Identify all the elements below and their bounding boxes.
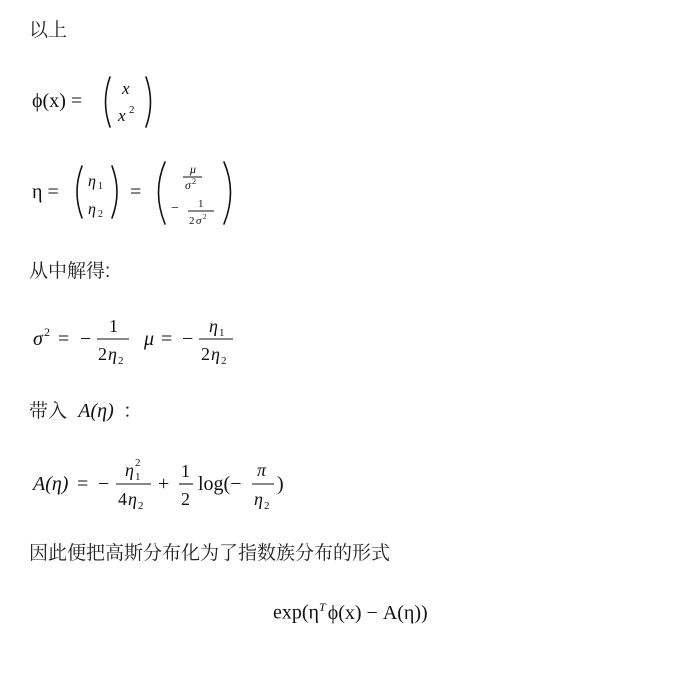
plus-sign: +: [158, 473, 170, 495]
param-right-paren: [224, 162, 231, 224]
phi-lhs-text: ϕ(x) =: [32, 90, 83, 112]
frac2-den-sub: 2: [221, 355, 227, 367]
half-denominator: 2: [181, 489, 190, 509]
param-left-paren: [159, 162, 166, 224]
substitute-suffix: ：: [123, 401, 143, 422]
eta2-sub: 2: [98, 209, 103, 220]
sigma-sup: 2: [203, 213, 207, 221]
one-numerator: 1: [198, 198, 204, 210]
equals-sign: =: [130, 181, 142, 203]
eta-left-paren: [77, 166, 82, 218]
equation-final: [273, 600, 428, 625]
frac2-num-sub: 1: [219, 327, 225, 339]
eta1-symbol: η: [88, 173, 96, 190]
substitute-A-eta: A(η): [78, 400, 114, 422]
two-coefficient: 2: [189, 215, 195, 227]
eta-right-paren: [112, 166, 117, 218]
final-exp: exp(η: [273, 601, 319, 624]
sigma-lhs: σ: [33, 328, 43, 350]
frac2-den-two: 2: [201, 344, 210, 364]
mu-lhs: μ: [144, 328, 155, 350]
frac2-num-eta: η: [209, 316, 218, 336]
sigma-denominator-sup: 2: [192, 177, 196, 186]
minus-3: −: [98, 473, 110, 495]
frac3-num-sup: 2: [135, 457, 141, 469]
frac1-den-sub: 2: [118, 355, 124, 367]
eq-sign-1: =: [58, 328, 70, 350]
equation-eta-lhs: [32, 181, 59, 204]
equation-solution: [30, 312, 250, 368]
frac3-den-four: 4: [118, 489, 127, 509]
frac3-num-eta: η: [125, 460, 134, 480]
mu-numerator: μ: [190, 162, 197, 176]
eta2-symbol: η: [88, 201, 96, 218]
right-paren: [146, 77, 151, 127]
eta1-sub: 1: [98, 181, 103, 192]
equation-A-eta: [30, 452, 300, 514]
minus-2: −: [182, 328, 194, 350]
A-eta-lhs: A(η): [33, 473, 69, 495]
frac2-den-eta: η: [211, 344, 220, 364]
frac4-den-sub: 2: [264, 500, 270, 512]
frac1-den-eta: η: [108, 344, 117, 364]
paragraph-intro: 以上: [29, 20, 68, 41]
phi-top-x: x: [122, 79, 130, 98]
equation-phi-vector: [100, 74, 160, 130]
left-paren: [106, 77, 111, 127]
equation-phi-lhs: [32, 90, 82, 113]
equation-eta-vector: [70, 160, 240, 230]
log-text: log(−: [198, 473, 242, 495]
paragraph-substitute: [29, 400, 142, 423]
substitute-prefix: 带入: [29, 401, 68, 422]
final-sup: T: [319, 600, 326, 614]
sigma-denominator: σ: [185, 178, 191, 192]
phi-bottom-sup: 2: [129, 104, 135, 116]
paragraph-conclusion: 因此便把高斯分布化为了指数族分布的形式: [29, 543, 391, 564]
minus-sign: −: [171, 201, 179, 216]
frac1-numerator: 1: [109, 316, 118, 336]
final-rest: ϕ(x) − A(η)): [327, 601, 428, 624]
frac1-den-two: 2: [98, 344, 107, 364]
phi-bottom-x: x: [118, 106, 126, 125]
close-paren: ): [277, 473, 284, 495]
eq-sign-3: =: [77, 473, 89, 495]
minus-1: −: [80, 328, 92, 350]
eta-lhs-text: η =: [32, 181, 59, 203]
frac4-num-pi: π: [257, 460, 267, 480]
half-numerator: 1: [181, 461, 190, 481]
sigma-lhs-sup: 2: [44, 325, 50, 339]
frac3-den-sub: 2: [138, 500, 144, 512]
frac3-num-sub: 1: [135, 471, 141, 483]
sigma-symbol: σ: [196, 215, 202, 227]
frac4-den-eta: η: [254, 489, 263, 509]
eq-sign-2: =: [161, 328, 173, 350]
frac3-den-eta: η: [128, 489, 137, 509]
paragraph-solve: 从中解得:: [29, 261, 111, 282]
